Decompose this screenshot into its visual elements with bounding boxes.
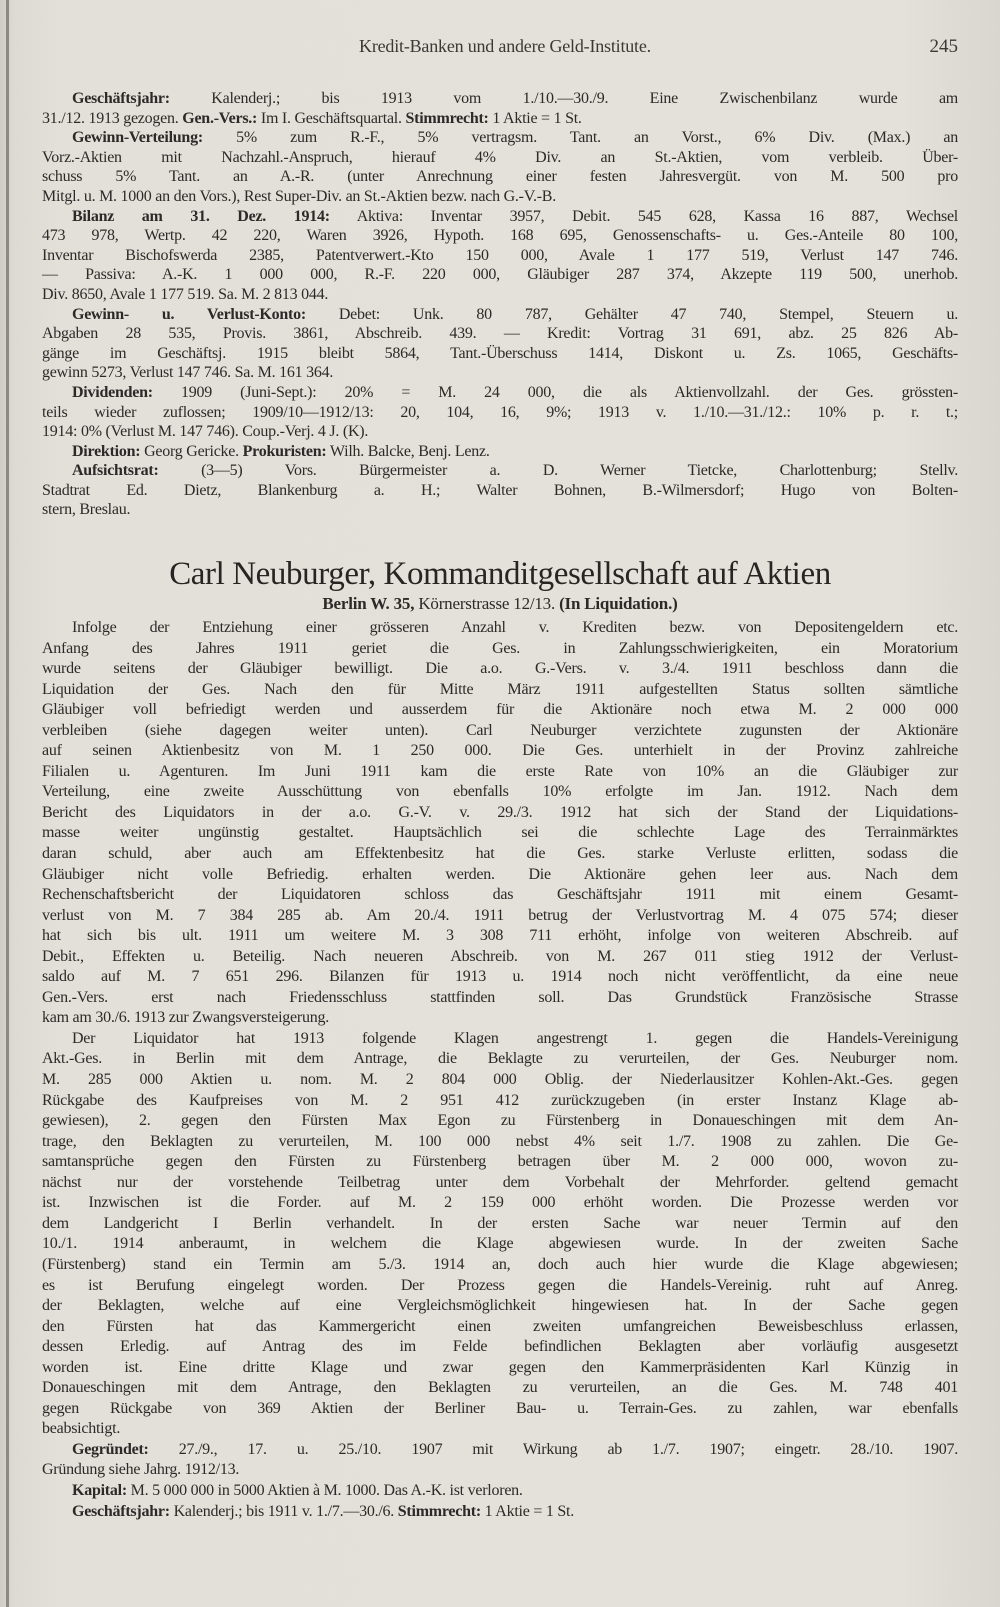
- text-line: [42, 1317, 958, 1338]
- entry-text: Gründung siehe Jahrg. 1912/13.: [42, 1461, 240, 1479]
- entry-text: Filialen u. Agenturen. Im Juni 1911 kam die erste Rate von 10% an die Gläubiger zur: [42, 762, 958, 780]
- paragraph: [42, 207, 958, 305]
- entry-text: (3—5) Vors. Bürgermeister a. D. Werner Tietcke, Charlottenburg; Stellv.: [158, 462, 958, 480]
- text-line: [42, 403, 958, 423]
- entry-text: daran schuld, aber auch am Effektenbesitz hat die Ges. starke Verluste erlitten, sodass die: [42, 845, 958, 863]
- text-line: [42, 1481, 958, 1502]
- text-line: [42, 639, 958, 660]
- company-address: Körnerstrasse 12/13.: [414, 594, 560, 613]
- entry-text: wurde seitens der Gläubiger bewilligt. Die a.o. G.-Vers. v. 3./4. 1911 beschloss dann die: [42, 660, 958, 678]
- entry-text: stern, Breslau.: [42, 501, 131, 519]
- text-line: [42, 109, 958, 129]
- text-line: [42, 803, 958, 824]
- entry-label: Stimmrecht:: [397, 1502, 481, 1520]
- text-line: [42, 128, 958, 148]
- entry-label: Direktion:: [72, 442, 141, 460]
- entry-label: Gewinn-Verteilung:: [72, 129, 203, 147]
- entry-text: 5% zum R.-F., 5% vertragsm. Tant. an Vorst., 6% Div. (Max.) an: [202, 129, 958, 147]
- entry-label: Prokuristen:: [242, 442, 327, 460]
- entry-text: den Fürsten hat das Kammergericht einen zweiten umfangreichen Beweisbeschluss erlassen,: [42, 1317, 958, 1335]
- entry-text: auf seinen Aktienbesitz von M. 1 250 000. Die Ges. unterhielt in der Provinz zahlreiche: [42, 742, 958, 760]
- text-line: [42, 741, 958, 762]
- entry-text: Gläubiger voll befriedigt werden und ausserdem für die Aktionäre noch etwa M. 2 000 000: [42, 701, 958, 719]
- company-status: (In Liquidation.): [559, 594, 678, 613]
- company-entry-body: [42, 618, 958, 1522]
- text-line: [42, 1152, 958, 1173]
- entry-text: M. 285 000 Aktien u. nom. M. 2 804 000 Oblig. der Niederlausitzer Kohlen-Akt.-Ges. gegen: [42, 1071, 958, 1089]
- paragraph: [42, 383, 958, 442]
- entry-text: Donaueschingen mit dem Antrage, den Beklagten zu verurteilen, an die Ges. M. 748 401: [42, 1379, 958, 1397]
- entry-text: saldo auf M. 7 651 296. Bilanzen für 1913 u. 1914 noch nicht veröffentlicht, da eine neue: [42, 968, 958, 986]
- text-line: [42, 422, 958, 442]
- text-line: [42, 1399, 958, 1420]
- entry-text: teils wieder zuflossen; 1909/10—1912/13: 20, 104, 16, 9%; 1913 v. 1./10.—31./12.: 10% p. r. t.;: [42, 403, 958, 421]
- entry-text: ist. Inzwischen ist die Forder. auf M. 2 159 000 erhöht worden. Die Prozesse werden vor: [42, 1194, 958, 1212]
- entry-text: Im I. Geschäftsquartal.: [257, 109, 406, 127]
- entry-text: verlust von M. 7 384 285 ab. Am 20./4. 1911 betrug der Verlustvortrag M. 4 075 574; dieser: [42, 906, 958, 924]
- text-line: [42, 700, 958, 721]
- text-line: [42, 481, 958, 501]
- text-line: [42, 167, 958, 187]
- entry-text: Anfang des Jahres 1911 geriet die Ges. in Zahlungsschwierigkeiten, ein Moratorium: [42, 639, 958, 657]
- text-line: [42, 461, 958, 481]
- entry-text: — Passiva: A.-K. 1 000 000, R.-F. 220 000, Gläubiger 287 374, Akzepte 119 500, unerhob.: [42, 266, 958, 284]
- entry-text: masse weiter ungünstig gestaltet. Hauptsächlich sei die schlechte Lage des Terrainmärktes: [42, 824, 958, 842]
- entry-label: Stimmrecht:: [405, 109, 489, 127]
- text-line: [42, 500, 958, 520]
- text-line: [42, 659, 958, 680]
- entry-text: hat sich bis ult. 1911 um weitere M. 3 308 711 erhöht, infolge von weiteren Abschreib. auf: [42, 927, 958, 945]
- paragraph: [42, 1029, 958, 1440]
- entry-label: Gegründet:: [72, 1440, 149, 1458]
- entry-text: 473 978, Wertp. 42 220, Waren 3926, Hypoth. 168 695, Genossenschafts- u. Ges.-Anteile 80 100,: [42, 227, 958, 245]
- text-line: [42, 1193, 958, 1214]
- entry-text: Div. 8650, Avale 1 177 519. Sa. M. 2 813 044.: [42, 285, 329, 303]
- text-line: [42, 1214, 958, 1235]
- company-title: Carl Neuburger, Kommanditgesellschaft auf Aktien: [169, 556, 831, 592]
- entry-label: Dividenden:: [72, 383, 153, 401]
- entry-text: Infolge der Entziehung einer grösseren Anzahl v. Krediten bezw. von Depositengeldern etc.: [72, 619, 958, 636]
- entry-label: Geschäftsjahr:: [72, 1502, 170, 1520]
- paragraph: [42, 442, 958, 462]
- entry-label: Gewinn- u. Verlust-Konto:: [72, 305, 306, 323]
- entry-text: Debit., Effekten u. Beteilig. Nach neueren Abschreib. von M. 267 011 stieg 1912 der Verlust-: [42, 947, 958, 965]
- previous-company-entry: [42, 89, 958, 520]
- entry-text: nächst nur der vorstehende Teilbetrag unter dem Vorbehalt der Mehrforder. geltend gemacht: [42, 1173, 958, 1191]
- entry-text: beabsichtigt.: [42, 1420, 121, 1438]
- text-line: [42, 383, 958, 403]
- paragraph: [42, 461, 958, 520]
- text-line: [42, 947, 958, 968]
- entry-text: worden ist. Eine dritte Klage und zwar gegen den Kammerpräsidenten Karl Künzig in: [42, 1358, 958, 1376]
- text-line: [42, 1049, 958, 1070]
- page-binding-edge: [6, 0, 9, 1607]
- entry-text: 27./9., 17. u. 25./10. 1907 mit Wirkung ab 1./7. 1907; eingetr. 28./10. 1907.: [148, 1440, 958, 1458]
- text-line: [42, 865, 958, 886]
- text-line: [42, 442, 958, 462]
- text-line: [42, 926, 958, 947]
- entry-text: Kalenderj.; bis 1911 v. 1./7.—30./6.: [169, 1502, 398, 1520]
- text-line: [42, 1378, 958, 1399]
- entry-text: (Fürstenberg) stand ein Termin am 5./3. 1914 an, doch auch hier wurde die Klage abgewiesen;: [42, 1255, 958, 1273]
- entry-text: Bericht des Liquidators in der a.o. G.-V. v. 29./3. 1912 hat sich der Stand der Liquidations-: [42, 803, 958, 821]
- entry-text: es ist Berufung eingelegt worden. Der Prozess gegen die Handels-Vereinig. ruht auf Anreg.: [42, 1276, 958, 1294]
- text-line: [42, 885, 958, 906]
- entry-text: Liquidation der Ges. Nach den für Mitte März 1911 aufgestellten Status sollten sämtliche: [42, 680, 958, 698]
- text-line: [42, 1091, 958, 1112]
- entry-text: Rückgabe des Kaufpreises von M. 2 951 412 zurückzugeben (in erster Instanz Klage ab-: [42, 1091, 958, 1109]
- text-line: [42, 1337, 958, 1358]
- entry-text: Debet: Unk. 80 787, Gehälter 47 740, Stempel, Steuern u.: [305, 305, 959, 323]
- text-line: [42, 1070, 958, 1091]
- entry-text: gewiesen), 2. gegen den Fürsten Max Egon zu Fürstenberg in Donaueschingen mit dem An-: [42, 1112, 958, 1130]
- entry-text: 1914: 0% (Verlust M. 147 746). Coup.-Verj. 4 J. (K).: [42, 423, 369, 441]
- entry-text: Mitgl. u. M. 1000 an den Vors.), Rest Super-Div. an St.-Aktien bezw. nach G.-V.-B.: [42, 187, 556, 205]
- text-line: [42, 1419, 958, 1440]
- paragraph: [42, 1502, 958, 1523]
- entry-text: Inventar Bischofswerda 2385, Patentverwert.-Kto 150 000, Avale 1 177 519, Verlust 147 746.: [42, 246, 958, 264]
- entry-text: gegen Rückgabe von 369 Aktien der Berliner Bau- u. Terrain-Ges. zu zahlen, war ebenfalls: [42, 1399, 958, 1417]
- entry-label: Gen.-Vers.:: [182, 109, 258, 127]
- entry-text: trage, den Beklagten zu verurteilen, M. 100 000 nebst 4% seit 1./7. 1908 zu zahlen. Die Ge-: [42, 1132, 958, 1150]
- entry-text: verbleiben (siehe dagegen weiter unten). Carl Neuburger verzichtete zugunsten der Aktionäre: [42, 721, 958, 739]
- text-line: [42, 1173, 958, 1194]
- text-line: [42, 680, 958, 701]
- page-number: 245: [929, 36, 958, 57]
- text-line: [42, 1029, 958, 1050]
- text-line: [42, 305, 958, 325]
- text-line: [42, 906, 958, 927]
- running-header: [0, 36, 1000, 60]
- text-line: [42, 988, 958, 1009]
- entry-text: Kalenderj.; bis 1913 vom 1./10.—30./9. Eine Zwischenbilanz wurde am: [169, 90, 958, 107]
- text-line: [42, 721, 958, 742]
- text-line: [42, 1234, 958, 1255]
- paragraph: [42, 1481, 958, 1502]
- entry-label: Kapital:: [72, 1481, 127, 1499]
- text-line: [42, 1296, 958, 1317]
- entry-text: der Beklagten, welche auf eine Vergleichsmöglichkeit hingewiesen hat. In der Sache gegen: [42, 1297, 958, 1315]
- entry-text: Rechenschaftsbericht der Liquidatoren schloss das Geschäftsjahr 1911 mit einem Gesamt-: [42, 886, 958, 904]
- running-title: Kredit-Banken und andere Geld-Institute.: [359, 36, 651, 56]
- paragraph: [42, 305, 958, 383]
- text-line: [42, 1276, 958, 1297]
- text-line: [42, 618, 958, 639]
- entry-text: 1 Aktie = 1 St.: [480, 1502, 574, 1520]
- text-line: [42, 226, 958, 246]
- entry-text: dem Landgericht I Berlin verhandelt. In der ersten Sache war neuer Termin auf den: [42, 1214, 958, 1232]
- entry-label: Aufsichtsrat:: [72, 462, 159, 480]
- entry-text: Aktiva: Inventar 3957, Debit. 545 628, Kassa 16 887, Wechsel: [329, 207, 958, 225]
- entry-text: Der Liquidator hat 1913 folgende Klagen angestrengt 1. gegen die Handels-Vereinigung: [72, 1029, 958, 1047]
- entry-text: Georg Gericke.: [140, 442, 243, 460]
- paragraph: [42, 618, 958, 1029]
- text-line: [42, 207, 958, 227]
- entry-text: Akt.-Ges. in Berlin mit dem Antrage, die Beklagte zu verurteilen, der Ges. Neuburger nom.: [42, 1050, 958, 1068]
- entry-label: Bilanz am 31. Dez. 1914:: [72, 207, 330, 225]
- text-line: [42, 1460, 958, 1481]
- entry-text: gänge im Geschäftsj. 1915 bleibt 5864, Tant.-Überschuss 1414, Diskont u. Zs. 1065, Geschäfts-: [42, 344, 958, 362]
- text-line: [42, 89, 958, 109]
- company-subtitle: [0, 594, 1000, 614]
- paragraph: [42, 128, 958, 206]
- text-line: [42, 187, 958, 207]
- entry-text: 1 Aktie = 1 St.: [488, 109, 582, 127]
- entry-text: kam am 30./6. 1913 zur Zwangsversteigerung.: [42, 1009, 329, 1027]
- text-line: [42, 844, 958, 865]
- entry-text: schuss 5% Tant. an A.-R. (unter Anrechnung einer festen Jahresvergüt. von M. 500 pro: [42, 168, 958, 186]
- entry-text: Gen.-Vers. erst nach Friedensschluss stattfinden soll. Das Grundstück Französische Strasse: [42, 988, 958, 1006]
- text-line: [42, 148, 958, 168]
- company-city: Berlin W. 35,: [322, 594, 415, 613]
- text-line: [42, 1111, 958, 1132]
- entry-text: Abgaben 28 535, Provis. 3861, Abschreib. 439. — Kredit: Vortrag 31 691, abz. 25 826 Ab-: [42, 325, 958, 343]
- entry-text: dessen Erledig. auf Antrag des im Felde befindlichen Beklagten aber vorläufig ausgesetzt: [42, 1338, 958, 1356]
- text-line: [42, 1502, 958, 1523]
- text-line: [42, 324, 958, 344]
- entry-text: M. 5 000 000 in 5000 Aktien à M. 1000. Das A.-K. ist verloren.: [126, 1481, 523, 1499]
- paragraph: [42, 1440, 958, 1481]
- text-line: [42, 782, 958, 803]
- entry-text: 10./1. 1914 anberaumt, in welchem die Klage abgewiesen wurde. In der zweiten Sache: [42, 1235, 958, 1253]
- text-line: [42, 762, 958, 783]
- text-line: [42, 344, 958, 364]
- text-line: [42, 1358, 958, 1379]
- text-line: [42, 265, 958, 285]
- entry-label: Geschäftsjahr:: [72, 90, 170, 107]
- entry-text: Vorz.-Aktien mit Nachzahl.-Anspruch, hierauf 4% Div. an St.-Aktien, vom verbleib. Über-: [42, 148, 958, 166]
- text-line: [42, 1440, 958, 1461]
- text-line: [42, 363, 958, 383]
- text-line: [42, 1255, 958, 1276]
- text-line: [42, 285, 958, 305]
- text-line: [42, 246, 958, 266]
- entry-text: Verteilung, eine zweite Ausschüttung von ebenfalls 10% erfolgte im Jan. 1912. Nach dem: [42, 783, 958, 801]
- text-line: [42, 1008, 958, 1029]
- text-line: [42, 1132, 958, 1153]
- entry-text: 31./12. 1913 gezogen.: [42, 109, 183, 127]
- entry-text: samtansprüche gegen den Fürsten zu Fürstenberg betragen über M. 2 000 000, wovon zu-: [42, 1153, 958, 1171]
- entry-text: gewinn 5273, Verlust 147 746. Sa. M. 161 364.: [42, 364, 334, 382]
- entry-text: Gläubiger nicht volle Befriedig. erhalten werden. Die Aktionäre gehen leer aus. Nach dem: [42, 865, 958, 883]
- paragraph: [42, 89, 958, 128]
- text-line: [42, 823, 958, 844]
- entry-text: Wilh. Balcke, Benj. Lenz.: [326, 442, 490, 460]
- text-line: [42, 967, 958, 988]
- entry-text: 1909 (Juni-Sept.): 20% = M. 24 000, die als Aktienvollzahl. der Ges. grössten-: [152, 383, 958, 401]
- entry-text: Stadtrat Ed. Dietz, Blankenburg a. H.; Walter Bohnen, B.-Wilmersdorf; Hugo von Bolten-: [42, 481, 958, 499]
